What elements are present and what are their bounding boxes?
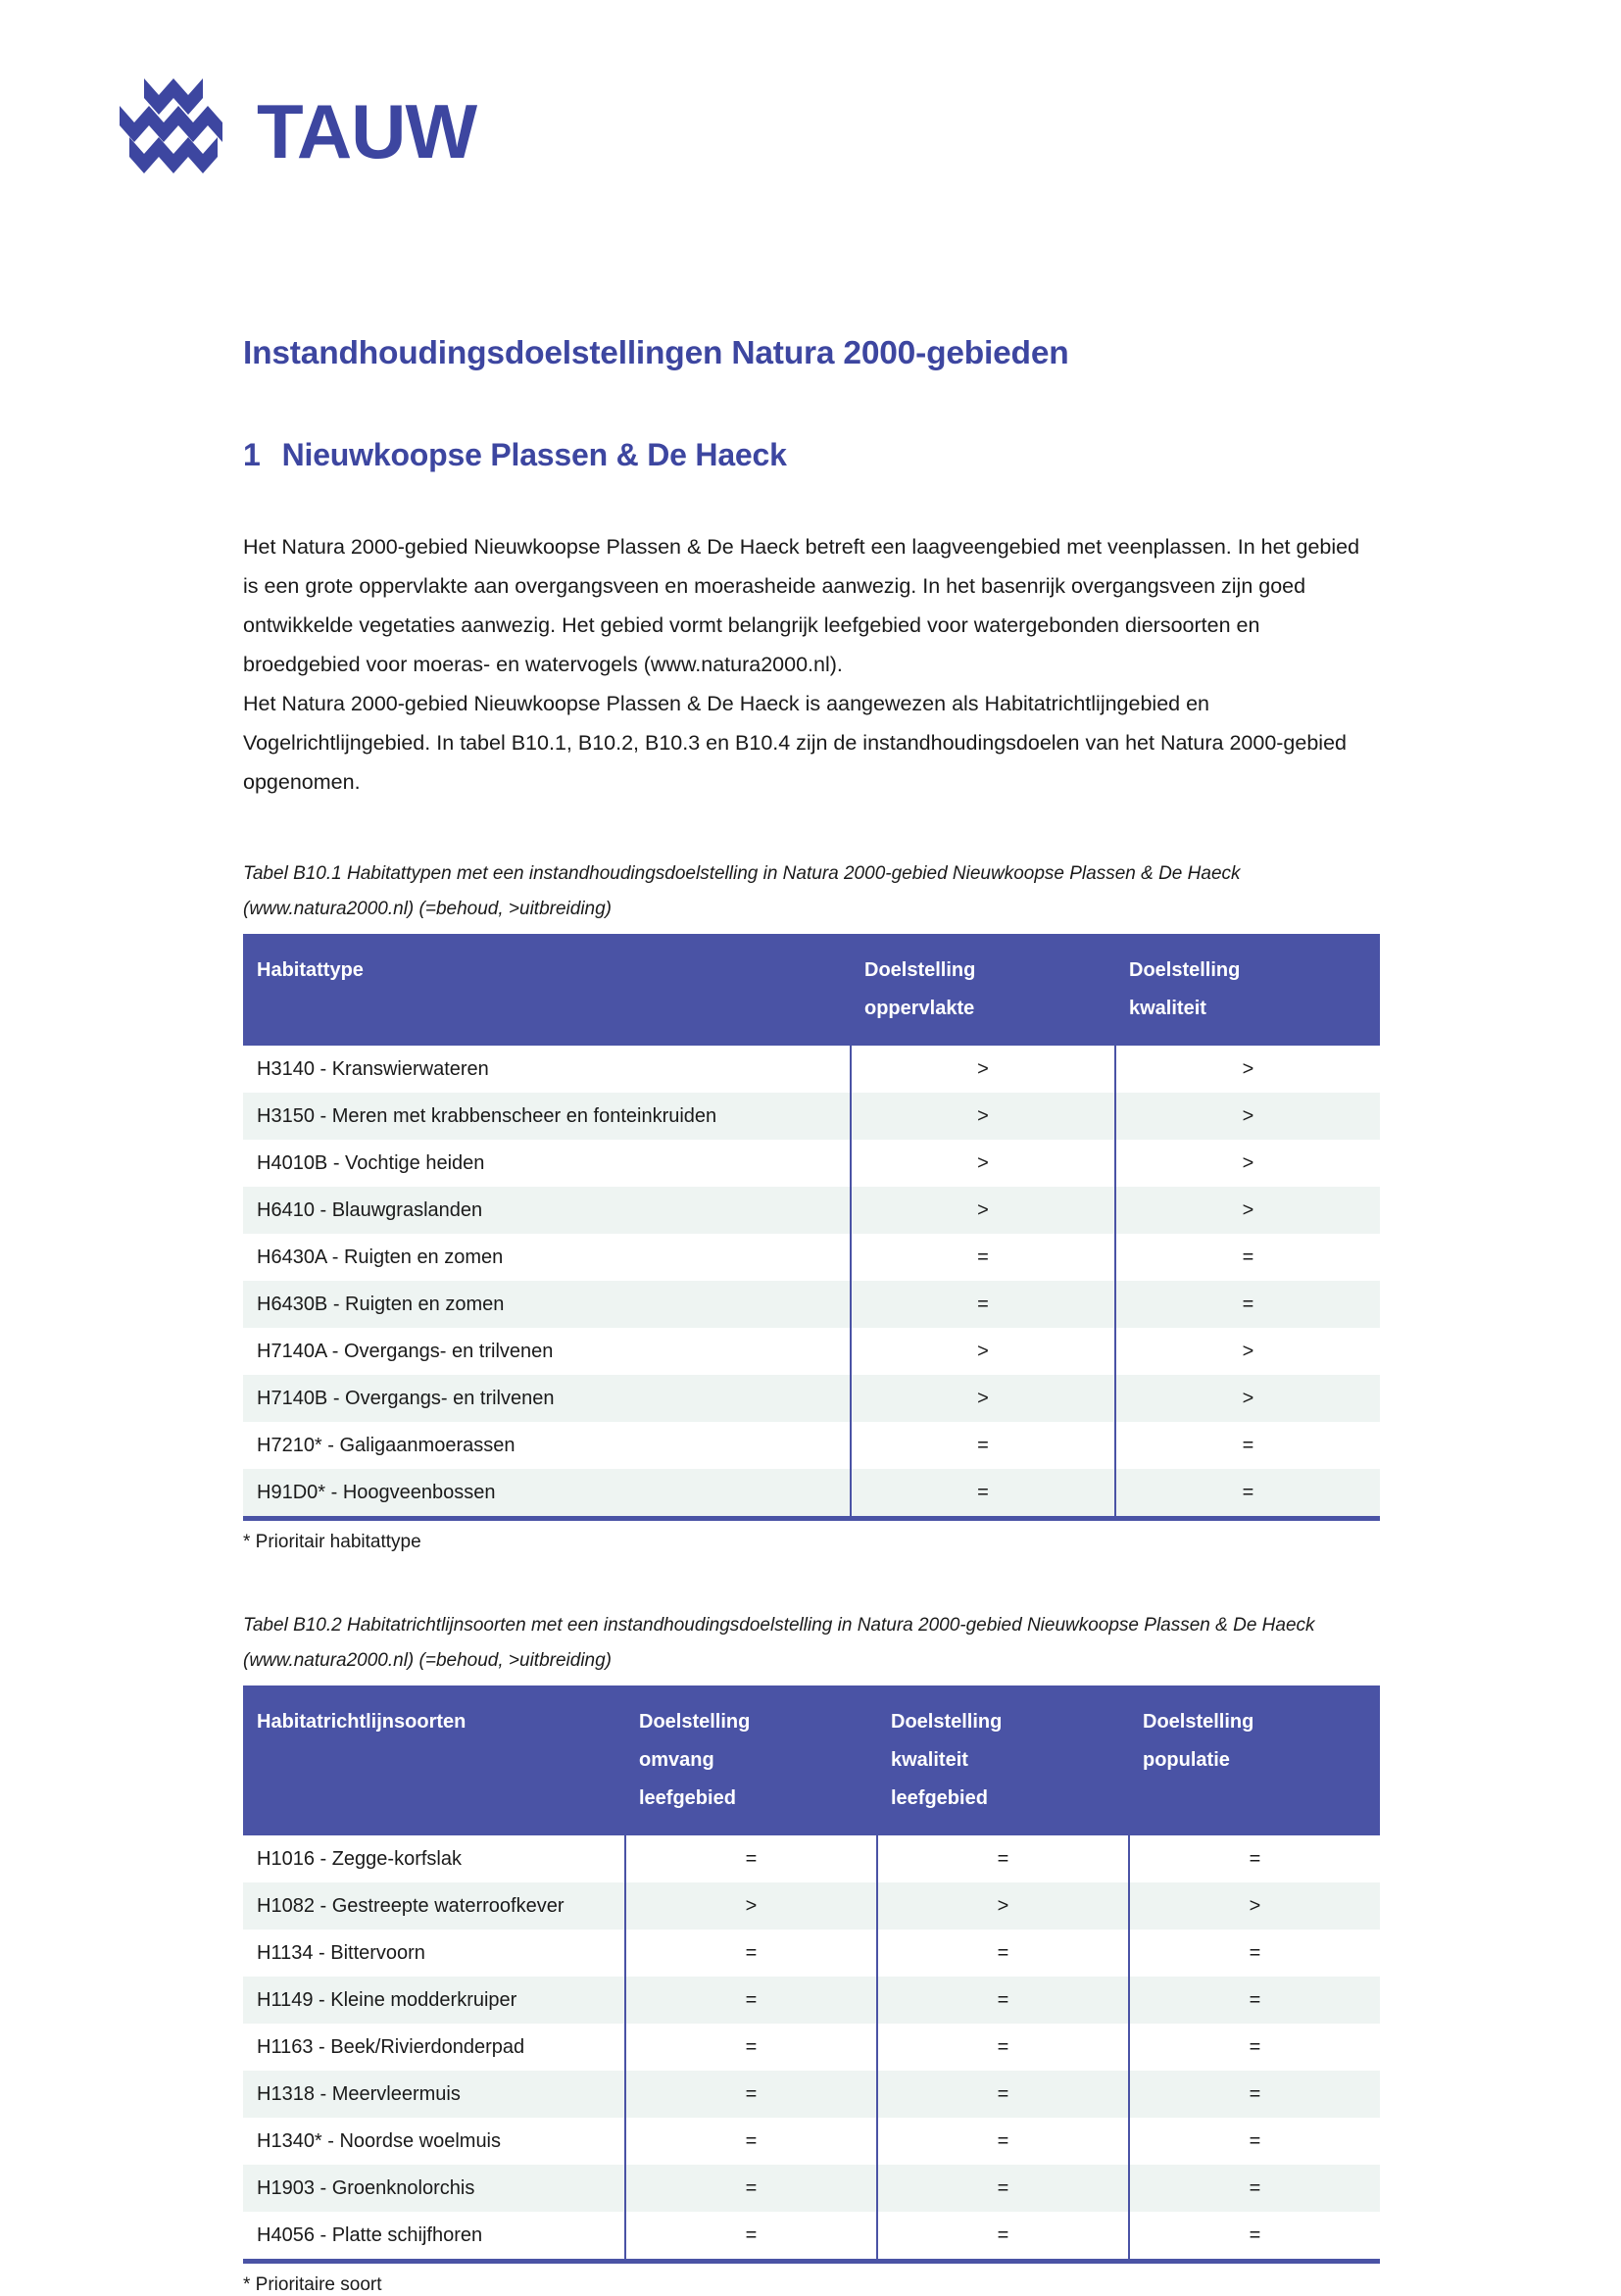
cell-omvang: = bbox=[625, 2071, 877, 2118]
column-header-doelstelling-oppervlakte bbox=[851, 934, 1115, 1046]
table-row bbox=[243, 1977, 1380, 2024]
cell-omvang: = bbox=[625, 1930, 877, 1977]
table-row bbox=[243, 1093, 1380, 1140]
cell-kwaliteit: > bbox=[1115, 1375, 1380, 1422]
cell-name: H1163 - Beek/Rivierdonderpad bbox=[257, 2035, 525, 2058]
table-row bbox=[243, 1375, 1380, 1422]
table-row bbox=[243, 2071, 1380, 2118]
cell-omvang: = bbox=[625, 1977, 877, 2024]
cell-kwaliteit: = bbox=[877, 1977, 1129, 2024]
cell-oppervlakte: > bbox=[851, 1046, 1115, 1093]
header-line-2: oppervlakte bbox=[864, 997, 975, 1019]
cell-name: H4056 - Platte schijfhoren bbox=[257, 2223, 483, 2246]
tauw-chevron-mark-icon bbox=[116, 76, 231, 186]
header-line-3: leefgebied bbox=[891, 1786, 988, 1809]
cell-kwaliteit: = bbox=[1115, 1281, 1380, 1328]
cell-populatie: = bbox=[1129, 2071, 1380, 2118]
cell-oppervlakte: > bbox=[851, 1187, 1115, 1234]
cell-kwaliteit: > bbox=[1115, 1187, 1380, 1234]
cell-kwaliteit: = bbox=[1115, 1234, 1380, 1281]
table-row bbox=[243, 2165, 1380, 2212]
paragraph-designation: Het Natura 2000-gebied Nieuwkoopse Plassen & De Haeck is aangewezen als Habitatrichtlijngebied en Vogelrichtlijngebied. In tabel B10.1, B10.2, B10.3 en B10.4 zijn de instandhoudingsdoelen van het Natura 2000-gebied opgenomen. bbox=[243, 691, 1347, 794]
table-row bbox=[243, 1930, 1380, 1977]
cell-populatie: = bbox=[1129, 2165, 1380, 2212]
paragraph-intro: Het Natura 2000-gebied Nieuwkoopse Plassen & De Haeck betreft een laagveengebied met veenplassen. In het gebied is een grote oppervlakte aan overgangsveen en moerasheide aanwezig. In het basenrijk overgangsveen zijn goed ontwikkelde vegetaties aanwezig. Het gebied vormt belangrijk leefgebied voor watergebonden diersoorten en broedgebied voor moeras- en watervogels (www.natura2000.nl). bbox=[243, 534, 1360, 676]
cell-name: H4010B - Vochtige heiden bbox=[257, 1151, 485, 1174]
cell-oppervlakte: = bbox=[851, 1422, 1115, 1469]
cell-name: H7210* - Galigaanmoerassen bbox=[257, 1434, 516, 1456]
cell-kwaliteit: = bbox=[877, 1930, 1129, 1977]
cell-name: H6430A - Ruigten en zomen bbox=[257, 1246, 504, 1268]
table-caption-b10-1: Tabel B10.1 Habitattypen met een instandhoudingsdoelstelling in Natura 2000-gebied Nieuwkoopse Plassen & De Haeck (www.natura2000.nl) (=behoud, >uitbreiding) bbox=[243, 862, 1241, 919]
table-caption-b10-2: Tabel B10.2 Habitatrichtlijnsoorten met een instandhoudingsdoelstelling in Natura 2000-gebied Nieuwkoopse Plassen & De Haeck (www.natura2000.nl) (=behoud, >uitbreiding) bbox=[243, 1614, 1315, 1671]
header-line-1: Doelstelling bbox=[1129, 958, 1241, 981]
cell-name: H6410 - Blauwgraslanden bbox=[243, 1187, 851, 1234]
table-footnote-b10-2: * Prioritaire soort bbox=[243, 2273, 382, 2295]
cell-kwaliteit: = bbox=[1115, 1469, 1380, 1519]
table-block-b10-1 bbox=[243, 856, 1380, 1553]
header-line-2: populatie bbox=[1143, 1748, 1230, 1771]
table-row bbox=[243, 1469, 1380, 1519]
cell-name: H1340* - Noordse woelmuis bbox=[257, 2129, 502, 2152]
cell-oppervlakte: > bbox=[851, 1093, 1115, 1140]
cell-populatie: = bbox=[1129, 2212, 1380, 2262]
cell-kwaliteit: > bbox=[1115, 1093, 1380, 1140]
cell-oppervlakte: = bbox=[851, 1469, 1115, 1519]
cell-kwaliteit: = bbox=[877, 2071, 1129, 2118]
cell-kwaliteit: > bbox=[877, 1882, 1129, 1930]
header-line-1: Doelstelling bbox=[864, 958, 976, 981]
table-row bbox=[243, 1422, 1380, 1469]
cell-name: H3140 - Kranswierwateren bbox=[257, 1057, 489, 1080]
cell-name: H1134 - Bittervoorn bbox=[257, 1941, 425, 1964]
cell-kwaliteit: = bbox=[877, 2024, 1129, 2071]
header-line-1: Doelstelling bbox=[891, 1710, 1003, 1733]
cell-omvang: = bbox=[625, 1835, 877, 1882]
cell-name: H6430B - Ruigten en zomen bbox=[243, 1281, 851, 1328]
tauw-logo bbox=[116, 76, 476, 186]
document-title: Instandhoudingsdoelstellingen Natura 2000-gebieden bbox=[243, 335, 1069, 371]
tauw-wordmark: TAUW bbox=[257, 88, 477, 174]
table-row bbox=[243, 1187, 1380, 1234]
cell-omvang: = bbox=[625, 2165, 877, 2212]
table-row bbox=[243, 2024, 1380, 2071]
cell-name: H1082 - Gestreepte waterroofkever bbox=[243, 1882, 625, 1930]
cell-omvang: = bbox=[625, 2212, 877, 2262]
cell-kwaliteit: > bbox=[1115, 1140, 1380, 1187]
section-number: 1 bbox=[243, 436, 261, 472]
cell-name: H1149 - Kleine modderkruiper bbox=[243, 1977, 625, 2024]
document-content bbox=[243, 333, 1380, 2296]
cell-omvang: = bbox=[625, 2118, 877, 2165]
cell-name: H3150 - Meren met krabbenscheer en fonteinkruiden bbox=[243, 1093, 851, 1140]
column-header-populatie bbox=[1129, 1685, 1380, 1835]
table-block-b10-2 bbox=[243, 1608, 1380, 2296]
table-header-row bbox=[243, 934, 1380, 1046]
cell-oppervlakte: > bbox=[851, 1140, 1115, 1187]
cell-populatie: = bbox=[1129, 2024, 1380, 2071]
habitattypen-table-body bbox=[243, 1046, 1380, 1519]
column-header-omvang-leefgebied bbox=[625, 1685, 877, 1835]
table-row bbox=[243, 1046, 1380, 1093]
habitatrichtlijnsoorten-table bbox=[243, 1685, 1380, 2264]
cell-omvang: > bbox=[625, 1882, 877, 1930]
column-header-habitatrichtlijnsoorten bbox=[243, 1685, 625, 1835]
table-footnote-b10-1: * Prioritair habitattype bbox=[243, 1531, 421, 1552]
table-row bbox=[243, 2118, 1380, 2165]
table-row bbox=[243, 1234, 1380, 1281]
cell-name: H1318 - Meervleermuis bbox=[243, 2071, 625, 2118]
cell-kwaliteit: = bbox=[877, 2212, 1129, 2262]
header-line-1: Doelstelling bbox=[1143, 1710, 1254, 1733]
cell-populatie: = bbox=[1129, 1977, 1380, 2024]
cell-name: H1903 - Groenknolorchis bbox=[243, 2165, 625, 2212]
cell-populatie: = bbox=[1129, 2118, 1380, 2165]
header-line-1: Habitattype bbox=[257, 958, 364, 981]
cell-kwaliteit: = bbox=[877, 1835, 1129, 1882]
cell-oppervlakte: = bbox=[851, 1281, 1115, 1328]
header-line-2: kwaliteit bbox=[891, 1748, 968, 1771]
header-line-1: Habitatrichtlijnsoorten bbox=[257, 1710, 467, 1733]
header-line-3: leefgebied bbox=[639, 1786, 736, 1809]
table-row bbox=[243, 1328, 1380, 1375]
cell-name: H7140A - Overgangs- en trilvenen bbox=[257, 1340, 554, 1362]
column-header-kwaliteit-leefgebied bbox=[877, 1685, 1129, 1835]
habitattypen-table bbox=[243, 934, 1380, 1521]
cell-omvang: = bbox=[625, 2024, 877, 2071]
column-header-habitattype bbox=[243, 934, 851, 1046]
cell-populatie: = bbox=[1129, 1930, 1380, 1977]
cell-name: H91D0* - Hoogveenbossen bbox=[243, 1469, 851, 1519]
cell-kwaliteit: > bbox=[1115, 1046, 1380, 1093]
cell-name: H1016 - Zegge-korfslak bbox=[257, 1847, 462, 1870]
cell-oppervlakte: > bbox=[851, 1375, 1115, 1422]
cell-oppervlakte: = bbox=[851, 1234, 1115, 1281]
cell-populatie: > bbox=[1129, 1882, 1380, 1930]
habitatrichtlijnsoorten-table-body bbox=[243, 1835, 1380, 2262]
column-header-doelstelling-kwaliteit bbox=[1115, 934, 1380, 1046]
header-line-2: omvang bbox=[639, 1748, 714, 1771]
table-row bbox=[243, 1281, 1380, 1328]
cell-kwaliteit: = bbox=[877, 2118, 1129, 2165]
cell-kwaliteit: = bbox=[877, 2165, 1129, 2212]
cell-kwaliteit: = bbox=[1115, 1422, 1380, 1469]
table-row bbox=[243, 1140, 1380, 1187]
header-line-2: kwaliteit bbox=[1129, 997, 1206, 1019]
cell-name: H7140B - Overgangs- en trilvenen bbox=[243, 1375, 851, 1422]
table-row bbox=[243, 1882, 1380, 1930]
cell-populatie: = bbox=[1129, 1835, 1380, 1882]
table-row bbox=[243, 2212, 1380, 2262]
cell-kwaliteit: > bbox=[1115, 1328, 1380, 1375]
table-header-row bbox=[243, 1685, 1380, 1835]
section-title: Nieuwkoopse Plassen & De Haeck bbox=[281, 436, 787, 472]
section-heading bbox=[243, 435, 1380, 474]
cell-oppervlakte: > bbox=[851, 1328, 1115, 1375]
table-row bbox=[243, 1835, 1380, 1882]
header-line-1: Doelstelling bbox=[639, 1710, 751, 1733]
